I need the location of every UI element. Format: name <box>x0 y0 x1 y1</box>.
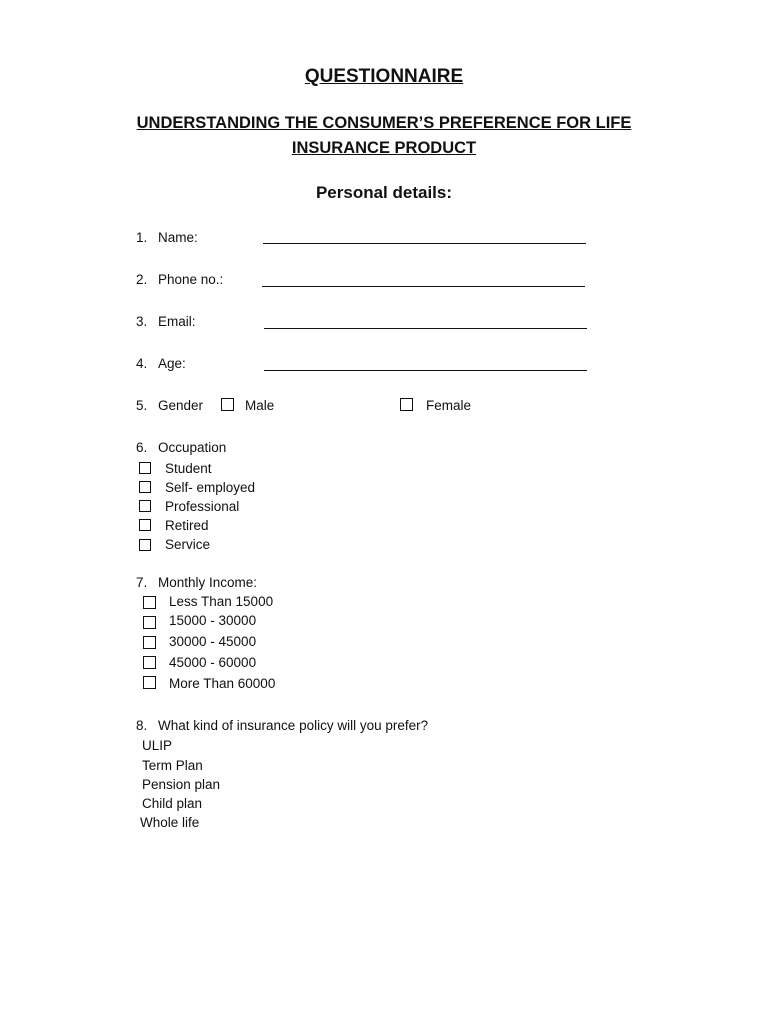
occupation-option-label: Self- employed <box>165 480 256 495</box>
policy-option: Term Plan <box>142 758 203 773</box>
subtitle-line-1: UNDERSTANDING THE CONSUMER’S PREFERENCE FOR LIFE <box>136 114 632 132</box>
monthly-income-label: Monthly Income: <box>158 575 258 590</box>
age-field[interactable] <box>264 370 587 371</box>
question-number: 2. <box>136 272 148 287</box>
policy-option: Pension plan <box>142 777 221 792</box>
income-30000-45000-checkbox[interactable] <box>143 636 156 649</box>
male-option-label: Male <box>245 398 275 413</box>
occupation-retired-checkbox[interactable] <box>139 519 151 531</box>
question-number: 1. <box>136 230 148 245</box>
question-number: 4. <box>136 356 148 371</box>
age-label: Age: <box>158 356 186 371</box>
phone-label: Phone no.: <box>158 272 224 287</box>
question-number: 7. <box>136 575 148 590</box>
page-title: QUESTIONNAIRE <box>304 66 464 87</box>
income-15000-30000-checkbox[interactable] <box>143 616 156 629</box>
income-option-label: 30000 - 45000 <box>169 634 257 649</box>
occupation-service-checkbox[interactable] <box>139 539 151 551</box>
phone-field[interactable] <box>262 286 585 287</box>
section-heading: Personal details: <box>315 183 453 202</box>
occupation-option-label: Professional <box>165 499 240 514</box>
income-45000-60000-checkbox[interactable] <box>143 656 156 669</box>
income-under-15000-checkbox[interactable] <box>143 596 156 609</box>
occupation-option-label: Service <box>165 537 211 552</box>
occupation-student-checkbox[interactable] <box>139 462 151 474</box>
occupation-option-label: Student <box>165 461 212 476</box>
name-field[interactable] <box>263 243 586 244</box>
income-option-label: 45000 - 60000 <box>169 655 257 670</box>
male-checkbox[interactable] <box>221 398 234 411</box>
income-option-label: Less Than 15000 <box>169 594 274 609</box>
policy-option: ULIP <box>142 738 173 753</box>
policy-preference-question: What kind of insurance policy will you prefer? <box>158 718 429 733</box>
income-over-60000-checkbox[interactable] <box>143 676 156 689</box>
question-number: 3. <box>136 314 148 329</box>
question-number: 6. <box>136 440 148 455</box>
subtitle-line-2: INSURANCE PRODUCT <box>291 139 477 157</box>
occupation-option-label: Retired <box>165 518 209 533</box>
question-number: 5. <box>136 398 148 413</box>
income-option-label: 15000 - 30000 <box>169 613 257 628</box>
email-label: Email: <box>158 314 196 329</box>
income-option-label: More Than 60000 <box>169 676 276 691</box>
female-checkbox[interactable] <box>400 398 413 411</box>
occupation-label: Occupation <box>158 440 227 455</box>
name-label: Name: <box>158 230 198 245</box>
policy-option: Child plan <box>142 796 203 811</box>
email-field[interactable] <box>264 328 587 329</box>
female-option-label: Female <box>426 398 472 413</box>
occupation-self-employed-checkbox[interactable] <box>139 481 151 493</box>
occupation-professional-checkbox[interactable] <box>139 500 151 512</box>
question-number: 8. <box>136 718 148 733</box>
policy-option: Whole life <box>140 815 200 830</box>
gender-label: Gender <box>158 398 204 413</box>
